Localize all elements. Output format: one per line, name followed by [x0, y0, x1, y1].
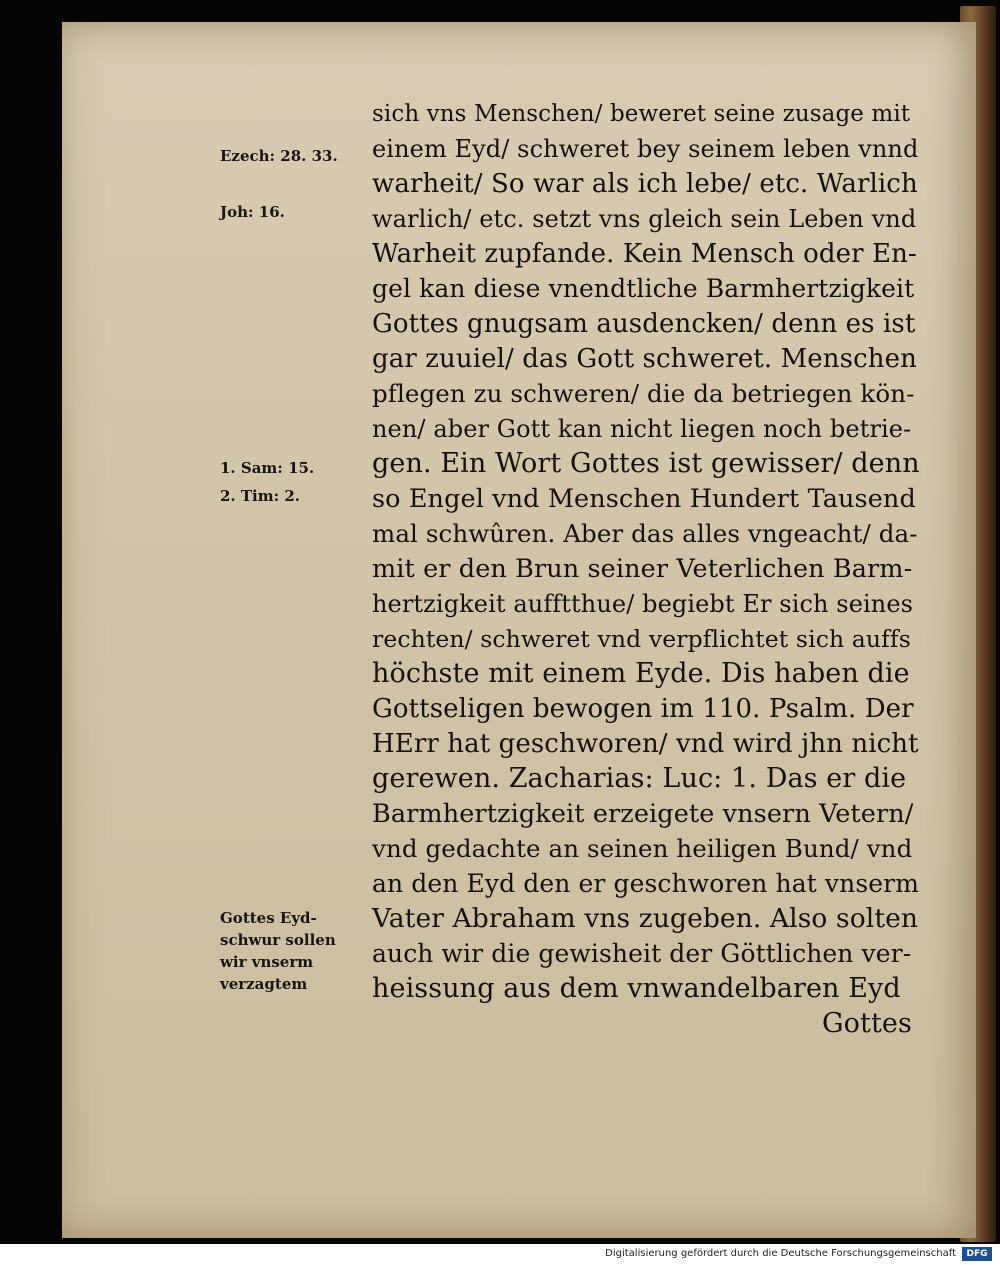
text-line: rechten/ schweret vnd verpflichtet sich auffs: [372, 625, 911, 653]
text-line: hertzigkeit aufftthue/ begiebt Er sich seines: [372, 590, 914, 618]
text-line: warlich/ etc. setzt vns gleich sein Leben vnd: [372, 205, 917, 233]
text-line: vnd gedachte an seinen heiligen Bund/ vnd: [372, 834, 913, 863]
text-line: sich vns Menschen/ beweret seine zusage mit: [372, 101, 911, 127]
text-line: Warheit zupfande. Kein Mensch oder En-: [372, 239, 917, 269]
dfg-logo: DFG: [962, 1247, 992, 1261]
text-line: gerewen. Zacharias: Luc: 1. Das er die: [372, 763, 907, 794]
text-line: heissung aus dem vnwandelbaren Eyd: [372, 973, 901, 1004]
margin-note-ezech: Ezech: 28. 33.: [220, 147, 338, 165]
margin-note-gottes-2: schwur sollen: [220, 931, 336, 949]
margin-note-sam: 1. Sam: 15.: [220, 459, 315, 477]
text-line: Gottseligen bewogen im 110. Psalm. Der: [372, 694, 914, 724]
funding-notice: Digitalisierung gefördert durch die Deutsche Forschungsgemeinschaft: [605, 1248, 956, 1259]
text-line: an den Eyd den er geschworen hat vnserm: [372, 869, 920, 898]
text-line: HErr hat geschworen/ vnd wird jhn nicht: [372, 729, 919, 759]
text-line: warheit/ So war als ich lebe/ etc. Warlich: [372, 169, 918, 199]
text-line: Vater Abraham vns zugeben. Also solten: [372, 903, 919, 934]
footer-bar: [0, 1244, 1000, 1265]
margin-note-gottes-3: wir vnserm: [220, 953, 314, 971]
catchword: Gottes: [822, 1008, 912, 1039]
text-line: so Engel vnd Menschen Hundert Tausend: [372, 484, 916, 514]
text-line: pflegen zu schweren/ die da betriegen kön-: [372, 379, 915, 408]
margin-note-gottes-1: Gottes Eyd-: [220, 909, 317, 927]
text-line: mit er den Brun seiner Veterlichen Barm-: [372, 554, 913, 584]
text-line: mal schwûren. Aber das alles vngeacht/ da-: [372, 519, 918, 548]
text-line: gel kan diese vnendtliche Barmhertzigkeit: [372, 274, 915, 303]
text-line: Gottes gnugsam ausdencken/ denn es ist: [372, 309, 916, 339]
margin-note-tim: 2. Tim: 2.: [220, 487, 301, 505]
margin-note-joh: Joh: 16.: [220, 203, 285, 221]
text-line: gen. Ein Wort Gottes ist gewisser/ denn: [372, 448, 920, 479]
margin-note-gottes-4: verzagtem: [220, 975, 308, 993]
text-line: höchste mit einem Eyde. Dis haben die: [372, 658, 910, 689]
text-line: einem Eyd/ schweret bey seinem leben vnnd: [372, 135, 919, 163]
text-line: auch wir die gewisheit der Göttlichen ver-: [372, 939, 912, 968]
text-line: gar zuuiel/ das Gott schweret. Menschen: [372, 344, 917, 374]
text-line: Barmhertzigkeit erzeigete vnsern Vetern/: [372, 799, 914, 829]
text-line: nen/ aber Gott kan nicht liegen noch betrie-: [372, 415, 912, 443]
